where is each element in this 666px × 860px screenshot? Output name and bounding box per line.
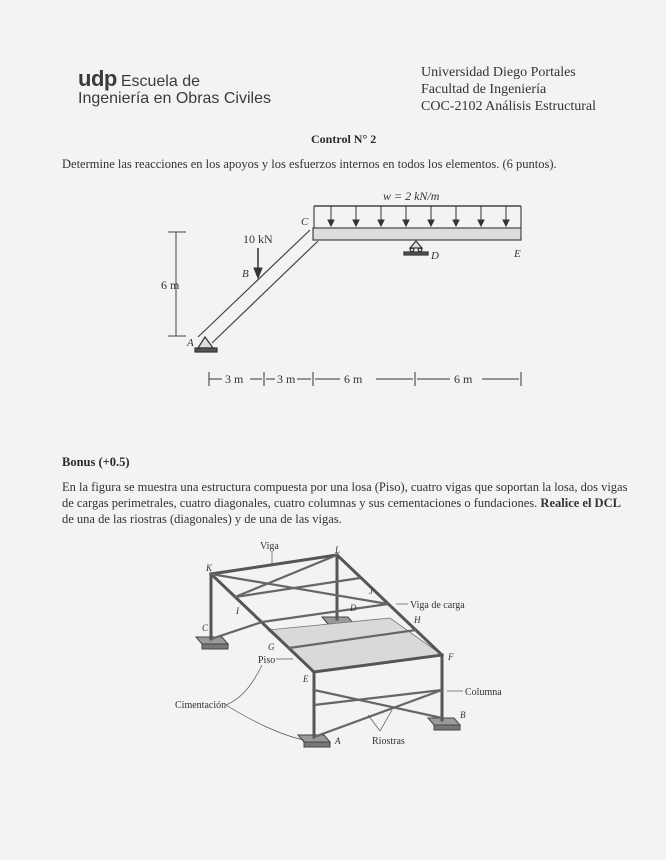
uni-line3: COC-2102 Análisis Estructural — [421, 99, 596, 114]
height-label: 6 m — [161, 278, 180, 292]
label-cimentacion: Cimentación — [175, 700, 227, 711]
label-j: J — [369, 586, 373, 596]
node-a: A — [187, 337, 194, 349]
dim-1: 3 m — [225, 372, 244, 386]
label-c: C — [202, 623, 209, 633]
bonus-text-end: de una de las riostras (diagonales) y de una de las vigas. — [62, 512, 342, 526]
logo-line2: Ingeniería en Obras Civiles — [78, 90, 271, 107]
question-text: Determine las reacciones en los apoyos y los esfuerzos internos en todos los elementos. (6 puntos). — [62, 157, 557, 171]
label-f: F — [448, 652, 454, 662]
dim-4: 6 m — [454, 372, 473, 386]
label-piso: Piso — [258, 655, 276, 666]
label-k: K — [206, 563, 213, 573]
label-g: G — [268, 642, 275, 652]
node-b: B — [242, 268, 249, 280]
riostra-1 — [211, 622, 262, 639]
dim-2: 3 m — [277, 372, 296, 386]
label-e: E — [303, 674, 309, 684]
node-d: D — [431, 250, 439, 262]
uni-line1: Universidad Diego Portales — [421, 65, 576, 80]
label-riostras: Riostras — [372, 736, 405, 747]
label-columna: Columna — [465, 687, 502, 698]
load-label: w = 2 kN/m — [383, 189, 440, 203]
label-i: I — [236, 606, 239, 616]
node-e: E — [514, 248, 521, 260]
bonus-text-bold: Realice el DCL — [540, 496, 621, 510]
label-viga-carga: Viga de carga — [410, 600, 465, 611]
logo-line1: Escuela de — [120, 73, 200, 90]
label-h: H — [414, 615, 421, 625]
point-load-label: 10 kN — [243, 232, 273, 246]
uni-line2: Facultad de Ingeniería — [421, 82, 547, 97]
page-title: Control N° 2 — [311, 132, 377, 146]
node-c: C — [301, 216, 309, 228]
logo-mark: udp — [78, 66, 117, 91]
dim-3: 6 m — [344, 372, 363, 386]
beam-top-back — [211, 555, 337, 574]
label-viga: Viga — [260, 541, 279, 552]
slab — [268, 618, 442, 672]
label-a: A — [335, 736, 341, 746]
bonus-text-normal: En la figura se muestra una estructura compuesta por una losa (Piso), cuatro vigas que soportan la losa, dos vigas de cargas perimetrales, cuatro diagonales, cuatro columnas y sus cementaciones o fundaciones. — [62, 480, 628, 510]
label-d: D — [350, 603, 357, 613]
label-l: L — [335, 545, 341, 555]
bonus-title: Bonus (+0.5) — [62, 455, 130, 469]
label-b: B — [460, 710, 466, 720]
